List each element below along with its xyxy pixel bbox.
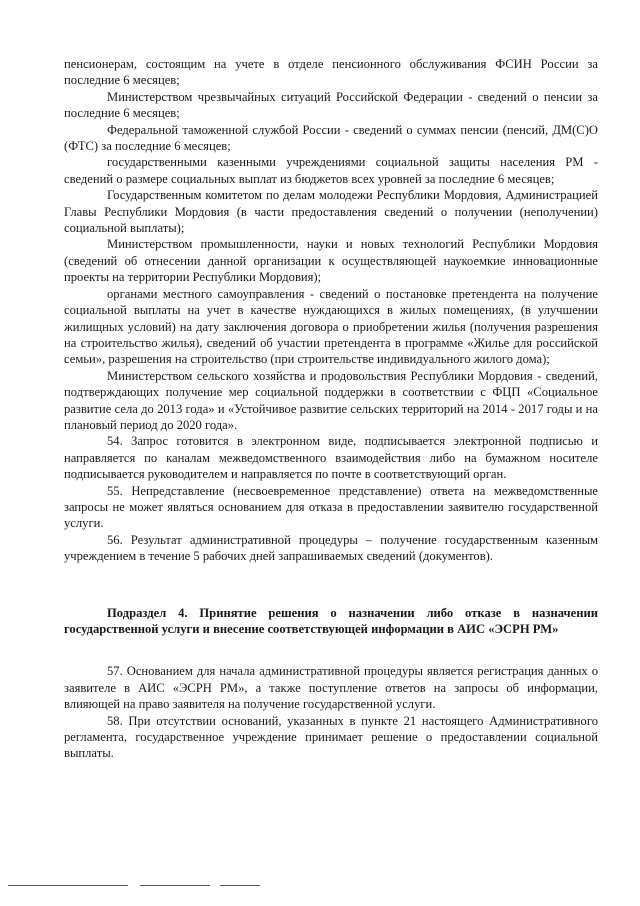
paragraph-customs: Федеральной таможенной службой России - сведений о суммах пенсии (пенсий, ДМ(С)О (ФТС) за последние 6 месяцев;: [64, 122, 598, 154]
paragraphs-before: [64, 56, 598, 565]
paragraphs-after: [64, 663, 598, 761]
paragraph-58: 58. При отсутствии оснований, указанных в пункте 21 настоящего Административного регламента, государственное учреждение принимает решение о предоставлении социальной выплаты.: [64, 713, 598, 761]
footer-line-segment: [8, 885, 128, 886]
document-page: [64, 56, 598, 762]
paragraph-ministry-industry: Министерством промышленности, науки и новых технологий Республики Мордовия (сведений об отнесении данной организации к осуществляющей наукоемкие инновационные проекты на территории Республики Мордовия);: [64, 237, 598, 285]
paragraph-57: 57. Основанием для начала административной процедуры является регистрация данных о заявителе в АИС «ЭСРН РМ», а также поступление ответов на запросы об информации, влияющей на право заявителя на получение государственной услуги.: [64, 664, 598, 712]
paragraph-54: 54. Запрос готовится в электронном виде, подписывается электронной подписью и направляется по каналам межведомственного взаимодействия либо на бумажном носителе подписывается руководителем и направляется по почте в соответствующий орган.: [64, 434, 598, 482]
paragraph-pensioners-fsin: пенсионерам, состоящим на учете в отделе пенсионного обслуживания ФСИН России за последние 6 месяцев;: [64, 57, 598, 88]
scan-footer-line: [0, 880, 640, 892]
paragraph-55: 55. Непредставление (несвоевременное представление) ответа на межведомственные запросы не может являться основанием для отказа в предоставлении заявителю государственной услуги.: [64, 483, 598, 531]
footer-line-segment: [140, 885, 210, 886]
footer-line-segment: [220, 885, 260, 886]
paragraph-local-government: органами местного самоуправления - сведений о постановке претендента на получение социальной выплаты на учет в качестве нуждающихся в жилых помещениях, (в улучшении жилищных условий) на дату заключения договора о приобретении жилья (получения разрешения на строительство жилья), сведений об участии претендента в программе «Жилье для российской семьи», разрешения на строительство (при строительстве индивидуального жилого дома);: [64, 286, 598, 367]
paragraph-mchs: Министерством чрезвычайных ситуаций Российской Федерации - сведений о пенсии за последние 6 месяцев;: [64, 89, 598, 121]
paragraph-youth-committee: Государственным комитетом по делам молодежи Республики Мордовия, Администрацией Главы Республики Мордовия (в части предоставления сведений о получении (неполучении) социальной выплаты);: [64, 188, 598, 236]
paragraph-ministry-agriculture: Министерством сельского хозяйства и продовольствия Республики Мордовия - сведений, подтверждающих получение мер социальной поддержки в соответствии с ФЦП «Социальное развитие села до 2013 года» и «Устойчивое развитие сельских территорий на 2014 - 2017 годы и на плановый период до 2020 года».: [64, 368, 598, 432]
paragraph-social-protection: государственными казенными учреждениями социальной защиты населения РМ - сведений о размере социальных выплат из бюджетов всех уровней за последние 6 месяцев;: [64, 155, 598, 186]
paragraph-56: 56. Результат административной процедуры – получение государственным казенным учреждением в течение 5 рабочих дней запрашиваемых сведений (документов).: [64, 532, 598, 564]
subsection-heading: Подраздел 4. Принятие решения о назначении либо отказе в назначении государственной услуги и внесение соответствующей информации в АИС «ЭСРН РМ»: [64, 605, 598, 636]
